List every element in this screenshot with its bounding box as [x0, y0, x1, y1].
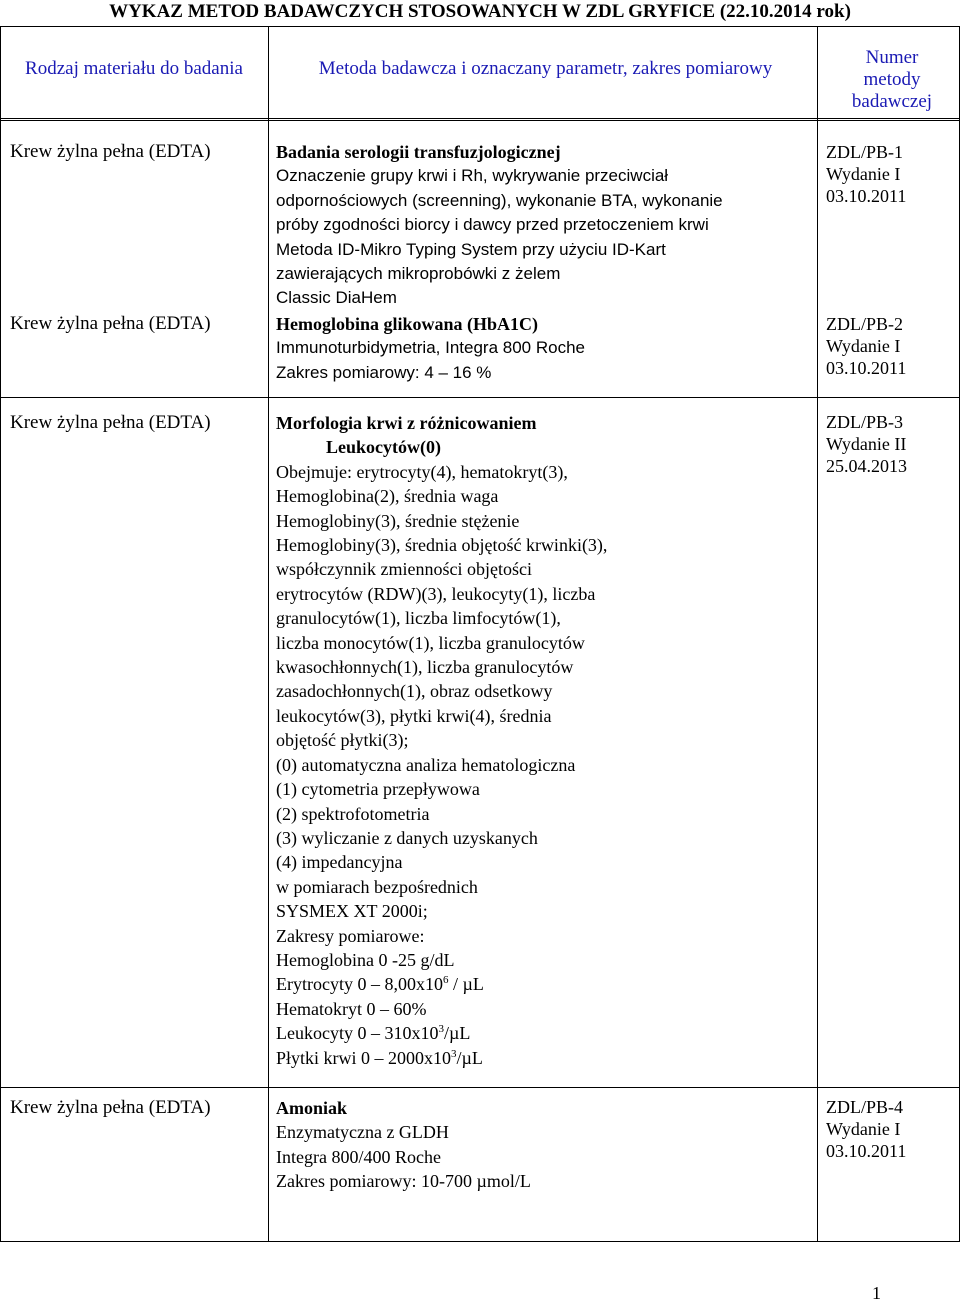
header-method: Metoda badawcza i oznaczany parametr, zakres pomiarowy: [318, 58, 773, 79]
method-code: ZDL/PB-4: [826, 1097, 904, 1117]
number-cell: [826, 141, 956, 207]
row-divider: [0, 1087, 960, 1088]
method-date: 03.10.2011: [826, 186, 907, 206]
method-line: Immunoturbidymetria, Integra 800 Roche: [276, 338, 585, 358]
method-line: Hemoglobina(2), średnia waga: [276, 486, 499, 507]
range-hematocrit: Hematokryt 0 – 60%: [276, 998, 427, 1019]
method-cell: [276, 1096, 816, 1194]
range-exponent: 3: [451, 1047, 457, 1060]
method-cell: [276, 411, 816, 1070]
method-line: granulocytów(1), liczba limfocytów(1),: [276, 608, 561, 629]
method-line: Zakresy pomiarowe:: [276, 925, 425, 946]
method-heading: Amoniak: [276, 1098, 348, 1118]
number-cell: [826, 1096, 956, 1162]
method-line: Metoda ID-Mikro Typing System przy użyciu ID-Kart: [276, 239, 666, 259]
method-edition: Wydanie I: [826, 336, 901, 356]
method-heading: Morfologia krwi z różnicowaniem: [276, 413, 537, 433]
method-line: Enzymatyczna z GLDH: [276, 1122, 449, 1143]
method-line: Zakres pomiarowy: 10-700 µmol/L: [276, 1171, 531, 1192]
range-text: Erytrocyty 0 – 8,00x10: [276, 974, 443, 995]
method-line: próby zgodności biorcy i dawcy przed przetoczeniem krwi: [276, 215, 709, 235]
material-cell: Krew żylna pełna (EDTA): [10, 412, 211, 433]
method-line: współczynnik zmienności objętości: [276, 559, 532, 580]
method-line: Hemoglobiny(3), średnie stężenie: [276, 510, 520, 531]
method-date: 03.10.2011: [826, 358, 907, 378]
range-exponent: 6: [442, 974, 449, 987]
method-edition: Wydanie I: [826, 164, 901, 184]
number-cell: [826, 313, 956, 379]
method-line: Hemoglobina 0 -25 g/dL: [276, 949, 455, 970]
method-line: erytrocytów (RDW)(3), leukocyty(1), liczba: [276, 583, 596, 604]
material-cell: Krew żylna pełna (EDTA): [10, 313, 211, 334]
method-line: (1) cytometria przepływowa: [276, 779, 480, 800]
method-line: liczba monocytów(1), liczba granulocytów: [276, 632, 585, 653]
method-line: Obejmuje: erytrocyty(4), hematokryt(3),: [276, 461, 568, 482]
table-left-border: [0, 26, 1, 1242]
method-line: Classic DiaHem: [276, 288, 397, 308]
range-platelets: [276, 1046, 816, 1070]
column-divider: [817, 26, 818, 1242]
range-unit: /µL: [443, 1023, 471, 1044]
method-line: objętość płytki(3);: [276, 730, 409, 751]
method-date: 03.10.2011: [826, 1141, 907, 1161]
method-code: ZDL/PB-2: [826, 314, 904, 334]
method-heading: Badania serologii transfuzjologicznej: [276, 142, 561, 162]
table-bottom-border: [0, 1241, 960, 1242]
method-line: w pomiarach bezpośrednich: [276, 876, 478, 897]
row-divider: [0, 397, 960, 398]
header-bottom-border: [0, 118, 960, 119]
method-line: zasadochłonnych(1), obraz odsetkowy: [276, 681, 553, 702]
method-cell: [276, 140, 816, 311]
method-line: SYSMEX XT 2000i;: [276, 901, 428, 922]
page-title: WYKAZ METOD BADAWCZYCH STOSOWANYCH W ZDL GRYFICE (22.10.2014 rok): [109, 1, 851, 22]
header-bottom-border-2: [0, 120, 960, 121]
range-erythrocytes: [276, 972, 816, 996]
method-cell: [276, 312, 816, 385]
method-line: kwasochłonnych(1), liczba granulocytów: [276, 657, 574, 678]
header-number: Numer metody badawczej: [851, 47, 933, 112]
method-line: (4) impedancyjna: [276, 852, 403, 873]
method-subheading: Leukocytów(0): [326, 437, 441, 458]
method-line: Oznaczenie grupy krwi i Rh, wykrywanie przeciwciał: [276, 166, 669, 186]
range-exponent: 3: [438, 1023, 444, 1036]
number-cell: [826, 411, 956, 477]
table-top-border: [0, 26, 960, 27]
header-material: Rodzaj materiału do badania: [25, 58, 243, 79]
method-edition: Wydanie I: [826, 1119, 901, 1139]
method-date: 25.04.2013: [826, 456, 907, 476]
method-line: zawierających mikroprobówki z żelem: [276, 264, 561, 284]
method-line: Integra 800/400 Roche: [276, 1146, 441, 1167]
method-edition: Wydanie II: [826, 434, 907, 454]
material-cell: Krew żylna pełna (EDTA): [10, 141, 211, 162]
range-text: Leukocyty 0 – 310x10: [276, 1023, 439, 1044]
method-line: odpornościowych (screenning), wykonanie BTA, wykonanie: [276, 190, 723, 210]
material-cell: Krew żylna pełna (EDTA): [10, 1097, 211, 1118]
method-line: (0) automatyczna analiza hematologiczna: [276, 754, 576, 775]
method-line: (3) wyliczanie z danych uzyskanych: [276, 827, 538, 848]
method-line: Zakres pomiarowy: 4 – 16 %: [276, 362, 492, 382]
method-line: leukocytów(3), płytki krwi(4), średnia: [276, 705, 552, 726]
range-unit: /µL: [456, 1047, 483, 1068]
method-heading: Hemoglobina glikowana (HbA1C): [276, 314, 539, 334]
range-text: Płytki krwi 0 – 2000x10: [276, 1047, 452, 1068]
method-line: Hemoglobiny(3), średnia objętość krwinki(3),: [276, 535, 608, 556]
range-unit: / µL: [452, 974, 484, 995]
method-code: ZDL/PB-1: [826, 142, 904, 162]
method-code: ZDL/PB-3: [826, 412, 904, 432]
method-line: (2) spektrofotometria: [276, 803, 430, 824]
page-number: 1: [872, 1283, 881, 1303]
column-divider: [268, 26, 269, 1242]
range-leukocytes: [276, 1021, 816, 1045]
